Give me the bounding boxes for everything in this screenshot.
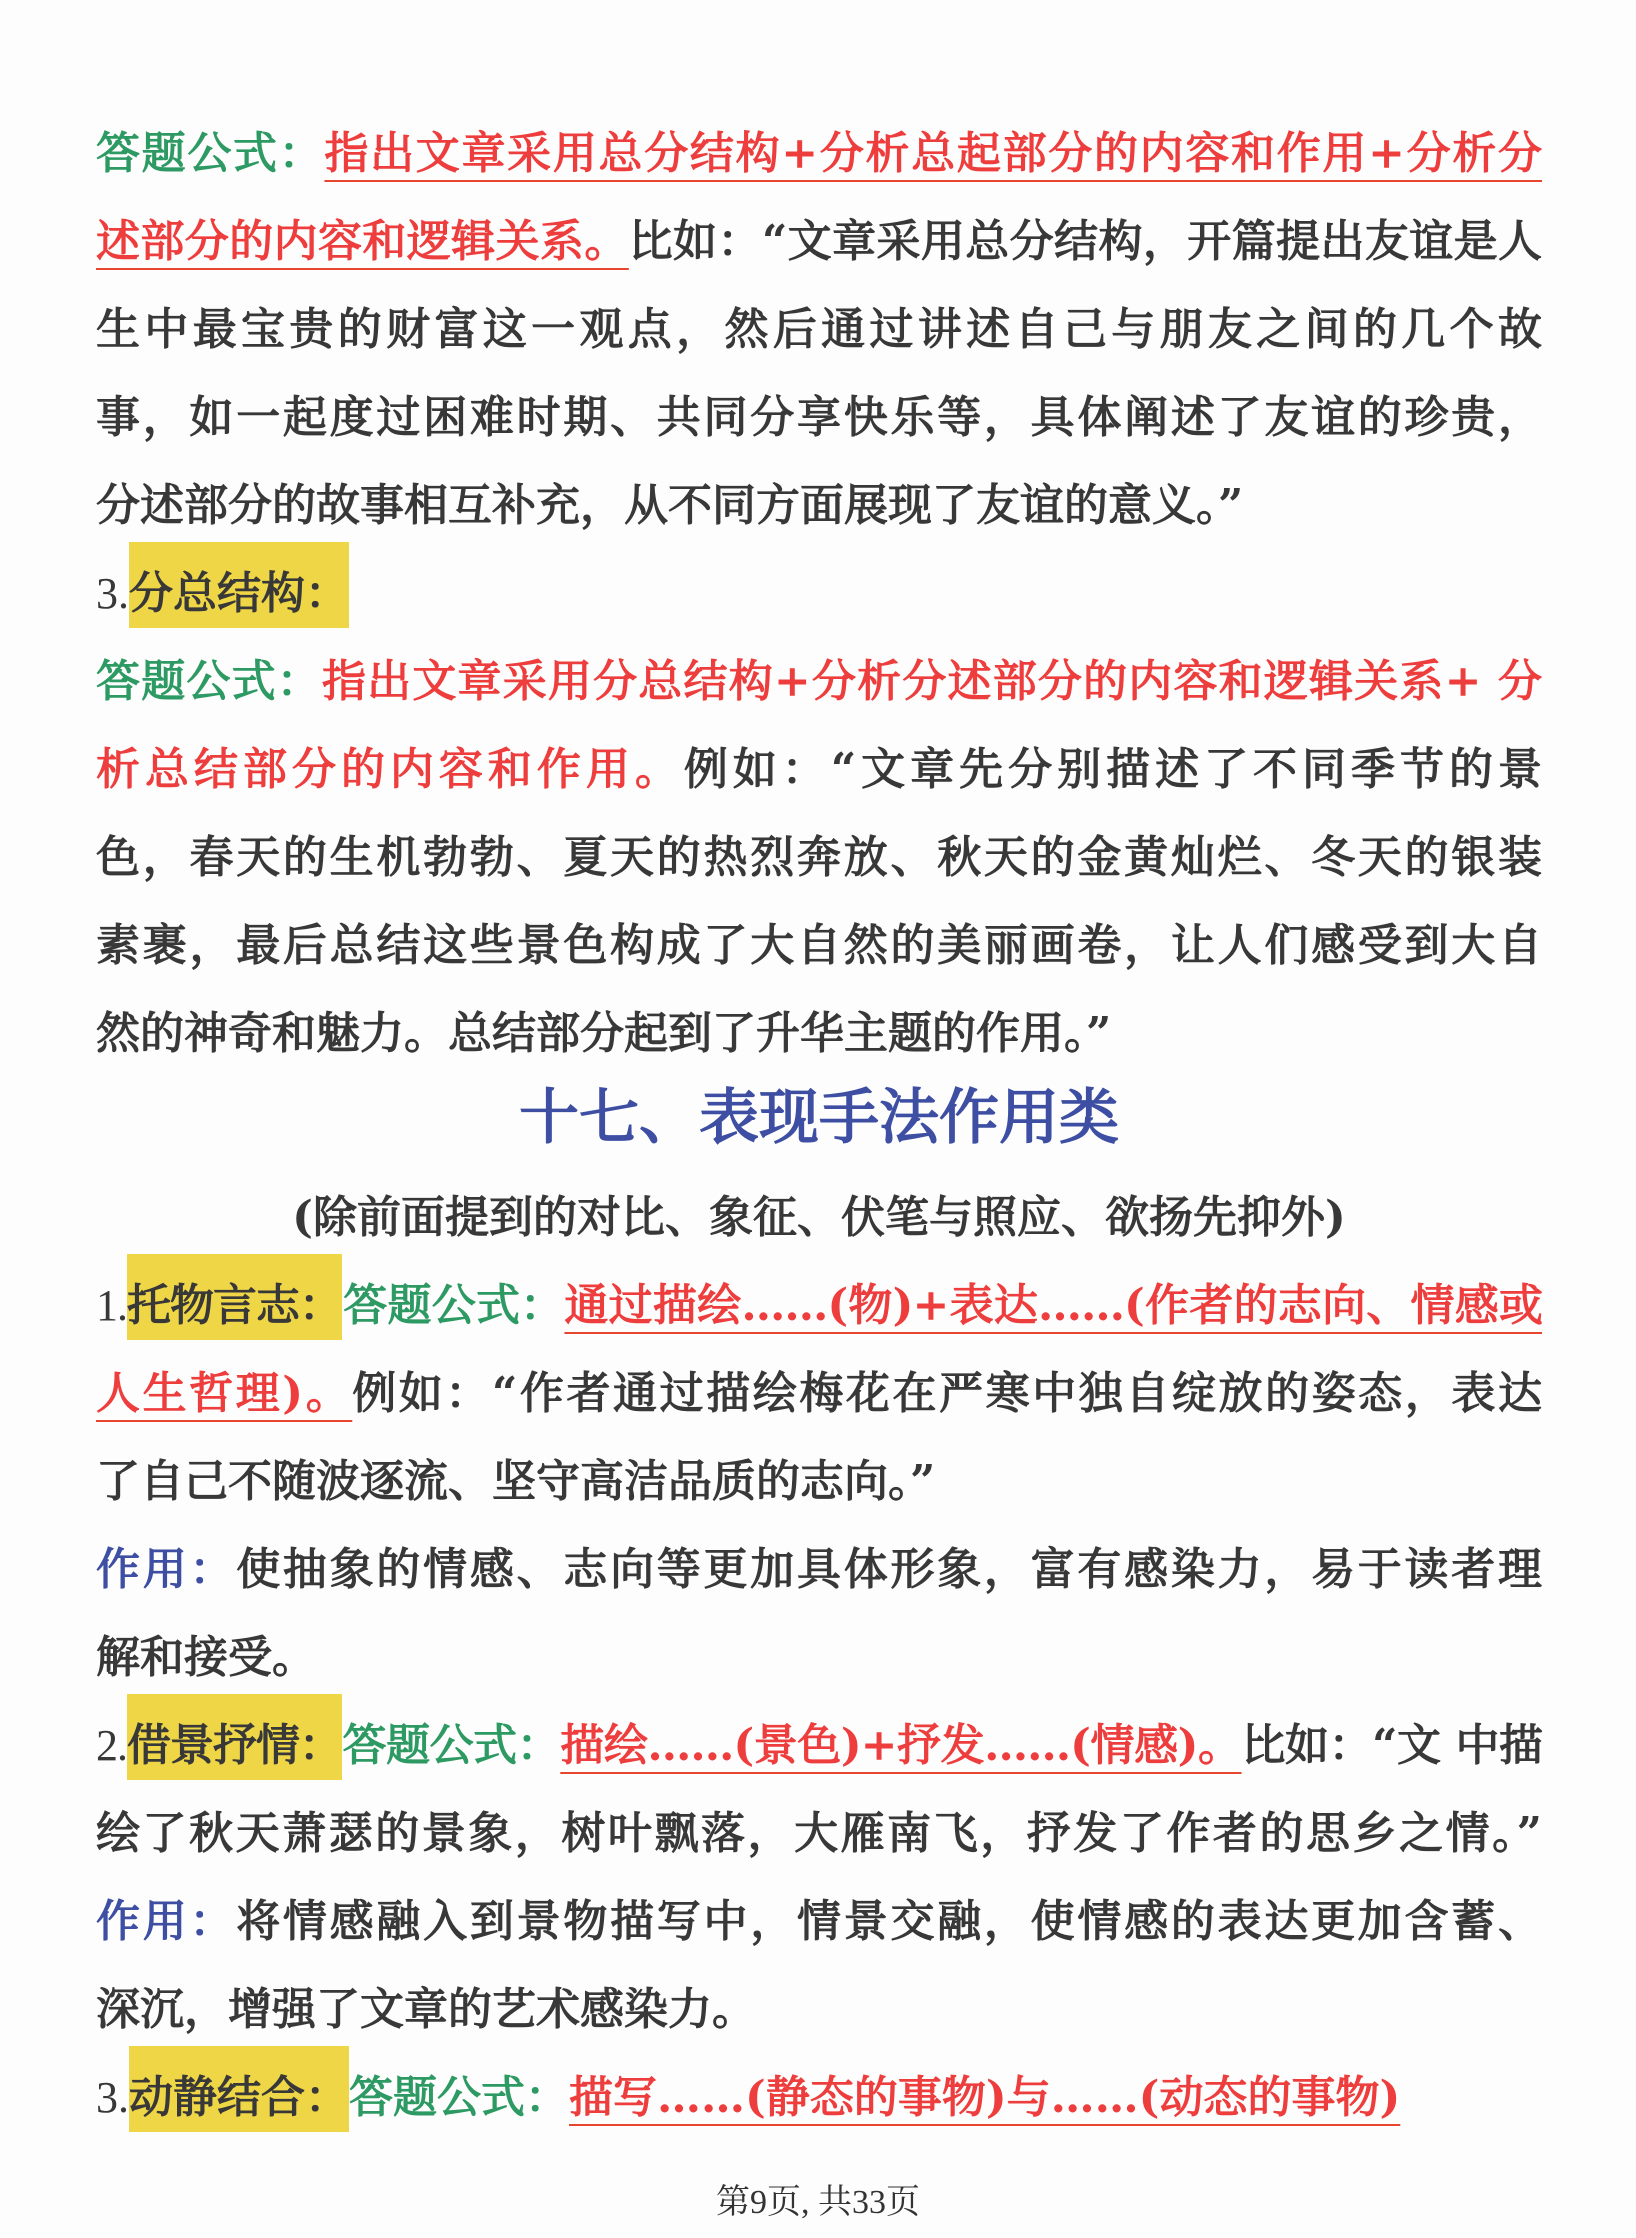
item-3-title-line bbox=[96, 2054, 1542, 2142]
formula-text: 指出文章采用总分结构+分析总起部分的内容和作用+分析分 bbox=[324, 128, 1543, 179]
example-text: 了自己不随波逐流、坚守高洁品质的志向。” bbox=[96, 1456, 936, 1507]
total-sub-formula-line-1 bbox=[96, 110, 1542, 198]
item-number: 2. bbox=[96, 1721, 127, 1770]
item-2-effect-line bbox=[96, 1966, 1542, 2054]
formula-text: 述部分的内容和逻辑关系。 bbox=[96, 216, 629, 267]
effect-text: 深沉，增强了文章的艺术感染力。 bbox=[96, 1984, 756, 2035]
example-text: “文章采用总分结构，开篇提出友谊是人 bbox=[761, 216, 1543, 267]
formula-label: 答题公式： bbox=[96, 656, 322, 707]
highlighted-title: 动静结合： bbox=[129, 2046, 349, 2132]
item-number: 1. bbox=[96, 1281, 127, 1330]
effect-text: 解和接受。 bbox=[96, 1632, 316, 1683]
item-2-title-line bbox=[96, 1702, 1542, 1790]
highlighted-title: 借景抒情： bbox=[127, 1694, 342, 1780]
example-text: 然的神奇和魅力。总结部分起到了升华主题的作用。” bbox=[96, 1008, 1112, 1059]
effect-label: 作用： bbox=[96, 1896, 237, 1947]
highlighted-title: 托物言志： bbox=[127, 1254, 342, 1340]
sub-total-title-line bbox=[96, 550, 1542, 638]
example-text: 色，春天的生机勃勃、夏天的热烈奔放、秋天的金黄灿烂、冬天的银装 bbox=[96, 832, 1542, 883]
item-1-formula-line-2 bbox=[96, 1350, 1542, 1438]
sub-total-formula-line-1 bbox=[96, 638, 1542, 726]
effect-text: 将情感融入到景物描写中，情景交融，使情感的表达更加含蓄、 bbox=[236, 1896, 1543, 1947]
item-number: 3. bbox=[96, 569, 129, 618]
example-text: 素裹，最后总结这些景色构成了大自然的美丽画卷，让人们感受到大自 bbox=[96, 920, 1542, 971]
item-1-effect-line bbox=[96, 1526, 1542, 1614]
page-content bbox=[96, 110, 1542, 2142]
formula-text: 描写……(静态的事物)与……(动态的事物) bbox=[569, 2072, 1401, 2123]
example-text: “作者通过描绘梅花在严寒中独自绽放的姿态，表达 bbox=[492, 1368, 1542, 1419]
item-1-example-line bbox=[96, 1438, 1542, 1526]
item-1-effect-line bbox=[96, 1614, 1542, 1702]
example-label: 例如： bbox=[683, 744, 831, 795]
sub-total-example-line bbox=[96, 902, 1542, 990]
highlighted-title: 分总结构： bbox=[129, 542, 349, 628]
formula-text: 指出文章采用分总结构+分析分述部分的内容和逻辑关系+ 分 bbox=[321, 656, 1542, 707]
effect-text: 使抽象的情感、志向等更加具体形象，富有感染力，易于读者理 bbox=[236, 1544, 1543, 1595]
item-2-effect-line bbox=[96, 1878, 1542, 1966]
item-2-example-line bbox=[96, 1790, 1542, 1878]
example-label: 比如： bbox=[1241, 1720, 1373, 1771]
total-sub-example-line bbox=[96, 286, 1542, 374]
formula-label: 答题公式： bbox=[342, 1280, 565, 1331]
formula-text: 析总结部分的内容和作用。 bbox=[96, 744, 684, 795]
formula-label: 答题公式： bbox=[342, 1720, 561, 1771]
item-number: 3. bbox=[96, 2073, 129, 2122]
example-label: 比如： bbox=[628, 216, 762, 267]
formula-text: 描绘……(景色)+抒发……(情感)。 bbox=[560, 1720, 1242, 1771]
example-label: 例如： bbox=[352, 1368, 493, 1419]
example-text: 事，如一起度过困难时期、共同分享快乐等，具体阐述了友谊的珍贵， bbox=[96, 392, 1542, 443]
total-sub-example-line bbox=[96, 462, 1542, 550]
section-subtitle: (除前面提到的对比、象征、伏笔与照应、欲扬先抑外) bbox=[292, 1192, 1346, 1243]
sub-total-example-line bbox=[96, 814, 1542, 902]
example-text: “文 中描 bbox=[1372, 1720, 1542, 1771]
formula-text: 通过描绘……(物)+表达……(作者的志向、情感或 bbox=[564, 1280, 1542, 1331]
formula-label: 答题公式： bbox=[349, 2072, 569, 2123]
total-sub-example-line bbox=[96, 374, 1542, 462]
example-text: 分述部分的故事相互补充，从不同方面展现了友谊的意义。” bbox=[96, 480, 1244, 531]
item-1-title-line bbox=[96, 1262, 1542, 1350]
formula-text: 人生哲理)。 bbox=[96, 1368, 353, 1419]
example-text: “文章先分别描述了不同季节的景 bbox=[830, 744, 1543, 795]
example-text: 绘了秋天萧瑟的景象，树叶飘落，大雁南飞，抒发了作者的思乡之情。” bbox=[96, 1808, 1542, 1859]
total-sub-formula-line-2 bbox=[96, 198, 1542, 286]
sub-total-example-line bbox=[96, 990, 1542, 1078]
sub-total-formula-line-2 bbox=[96, 726, 1542, 814]
page-indicator: 第9页, 共33页 bbox=[716, 2184, 920, 2221]
example-text: 生中最宝贵的财富这一观点，然后通过讲述自己与朋友之间的几个故 bbox=[96, 304, 1542, 355]
formula-label: 答题公式： bbox=[96, 128, 325, 179]
section-heading: 十七、表现手法作用类 bbox=[519, 1083, 1119, 1153]
effect-label: 作用： bbox=[96, 1544, 237, 1595]
